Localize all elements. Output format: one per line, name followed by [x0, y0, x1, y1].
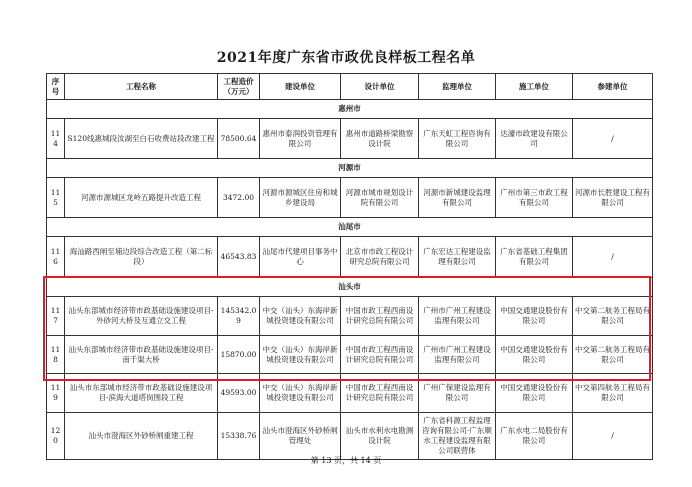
cell-cost: 145342.09	[218, 297, 260, 336]
region-huizhou: 惠州市	[47, 100, 653, 119]
cell-cost: 46543.83	[218, 237, 260, 278]
cell-name: S120线惠城段汝湖至白石收费站段改建工程	[65, 119, 218, 159]
table-row	[47, 336, 653, 374]
table-row	[47, 374, 653, 413]
region-heyuan: 河源市	[47, 159, 653, 178]
table-row	[47, 178, 653, 218]
cell-cost: 15870.00	[218, 336, 260, 374]
table-row	[47, 297, 653, 336]
cell-partner: 中交第二航务工程局有限公司	[573, 297, 653, 336]
cell-builder: 中交（汕头）东海岸新城投资建设有限公司	[260, 336, 341, 374]
cell-contractor: 中国交通建设股份有限公司	[496, 297, 573, 336]
table-row	[47, 413, 653, 460]
cell-no: 118	[47, 336, 65, 374]
page-footer: 第 13 页，共 14 页	[310, 456, 382, 465]
col-no: 序号	[47, 74, 65, 100]
cell-no: 119	[47, 374, 65, 413]
cell-partner: 中交第二航务工程局有限公司	[573, 336, 653, 374]
cell-cost: 15338.76	[218, 413, 260, 460]
cell-supervisor: 河源市新城建设监理有限公司	[419, 178, 496, 218]
cell-builder: 河源市源城区住房和城乡建设局	[260, 178, 341, 218]
cell-builder: 汕尾市代建项目事务中心	[260, 237, 341, 278]
cell-contractor: 达濠市政建设有限公司	[496, 119, 573, 159]
table-row	[47, 119, 653, 159]
cell-designer: 河源市城市规划设计院有限公司	[341, 178, 419, 218]
project-table	[46, 73, 653, 460]
cell-contractor: 广州市第三市政工程有限公司	[496, 178, 573, 218]
cell-supervisor: 广东天虹工程咨询有限公司	[419, 119, 496, 159]
cell-cost: 78500.64	[218, 119, 260, 159]
cell-name: 汕头市东部城市经济带市政基础设施建设项目-滨海大道塔岗围段工程	[65, 374, 218, 413]
cell-designer: 北京市市政工程设计研究总院有限公司	[341, 237, 419, 278]
cell-no: 117	[47, 297, 65, 336]
cell-name: 汕头市澄海区外砂桥闸重建工程	[65, 413, 218, 460]
cell-name: 汕头东部城市经济带市政基础设施建设项目-南千渠大桥	[65, 336, 218, 374]
cell-partner: /	[573, 237, 653, 278]
cell-designer: 中国市政工程西南设计研究总院有限公司	[341, 297, 419, 336]
cell-supervisor: 广州广保建设监理有限公司	[419, 374, 496, 413]
cell-builder: 惠州市泰润投资管理有限公司	[260, 119, 341, 159]
cell-name: 海汕路西闸至埔边段综合改造工程（第二标段）	[65, 237, 218, 278]
cell-builder: 汕头市澄海区外砂桥闸管理处	[260, 413, 341, 460]
col-designer: 设计单位	[341, 74, 419, 100]
cell-contractor: 广东水电二局股份有限公司	[496, 413, 573, 460]
header-row	[47, 74, 653, 100]
cell-name: 汕头东部城市经济带市政基础设施建设项目-外砂河大桥及互通立交工程	[65, 297, 218, 336]
cell-cost: 49593.00	[218, 374, 260, 413]
cell-contractor: 中国交通建设股份有限公司	[496, 374, 573, 413]
cell-partner: /	[573, 119, 653, 159]
table-row	[47, 237, 653, 278]
col-builder: 建设单位	[260, 74, 341, 100]
cell-designer: 中国市政工程西南设计研究总院有限公司	[341, 336, 419, 374]
cell-supervisor: 广州市广州工程建设监理有限公司	[419, 297, 496, 336]
cell-no: 115	[47, 178, 65, 218]
cell-no: 114	[47, 119, 65, 159]
cell-contractor: 广东省基础工程集团有限公司	[496, 237, 573, 278]
cell-designer: 汕头市水利水电勘测设计院	[341, 413, 419, 460]
col-cost: 工程造价（万元）	[218, 74, 260, 100]
cell-designer: 中国市政工程西南设计研究总院有限公司	[341, 374, 419, 413]
col-name: 工程名称	[65, 74, 218, 100]
col-supervisor: 监理单位	[419, 74, 496, 100]
cell-supervisor: 广东宏达工程建设监理有限公司	[419, 237, 496, 278]
cell-partner: 河源市长胜建设工程有限公司	[573, 178, 653, 218]
cell-cost: 3472.00	[218, 178, 260, 218]
cell-builder: 中交（汕头）东海岸新城投资建设有限公司	[260, 374, 341, 413]
region-shantou: 汕头市	[47, 278, 653, 297]
cell-partner: 中交第四航务工程局有限公司	[573, 374, 653, 413]
col-partner: 参建单位	[573, 74, 653, 100]
cell-no: 120	[47, 413, 65, 460]
cell-designer: 惠州市道路桥梁勘察设计院	[341, 119, 419, 159]
cell-name: 河源市源城区龙岭五路提升改造工程	[65, 178, 218, 218]
cell-partner: /	[573, 413, 653, 460]
cell-contractor: 中国交通建设股份有限公司	[496, 336, 573, 374]
cell-supervisor: 广州市广州工程建设监理有限公司	[419, 336, 496, 374]
page-title: 2021年度广东省市政优良样板工程名单	[216, 50, 476, 66]
region-shanwei: 汕尾市	[47, 218, 653, 237]
cell-supervisor: 广东省科源工程监理咨询有限公司·广东顺水工程建设监理有限公司联营体	[419, 413, 496, 460]
col-contractor: 施工单位	[496, 74, 573, 100]
cell-builder: 中交（汕头）东海岸新城投资建设有限公司	[260, 297, 341, 336]
cell-no: 116	[47, 237, 65, 278]
